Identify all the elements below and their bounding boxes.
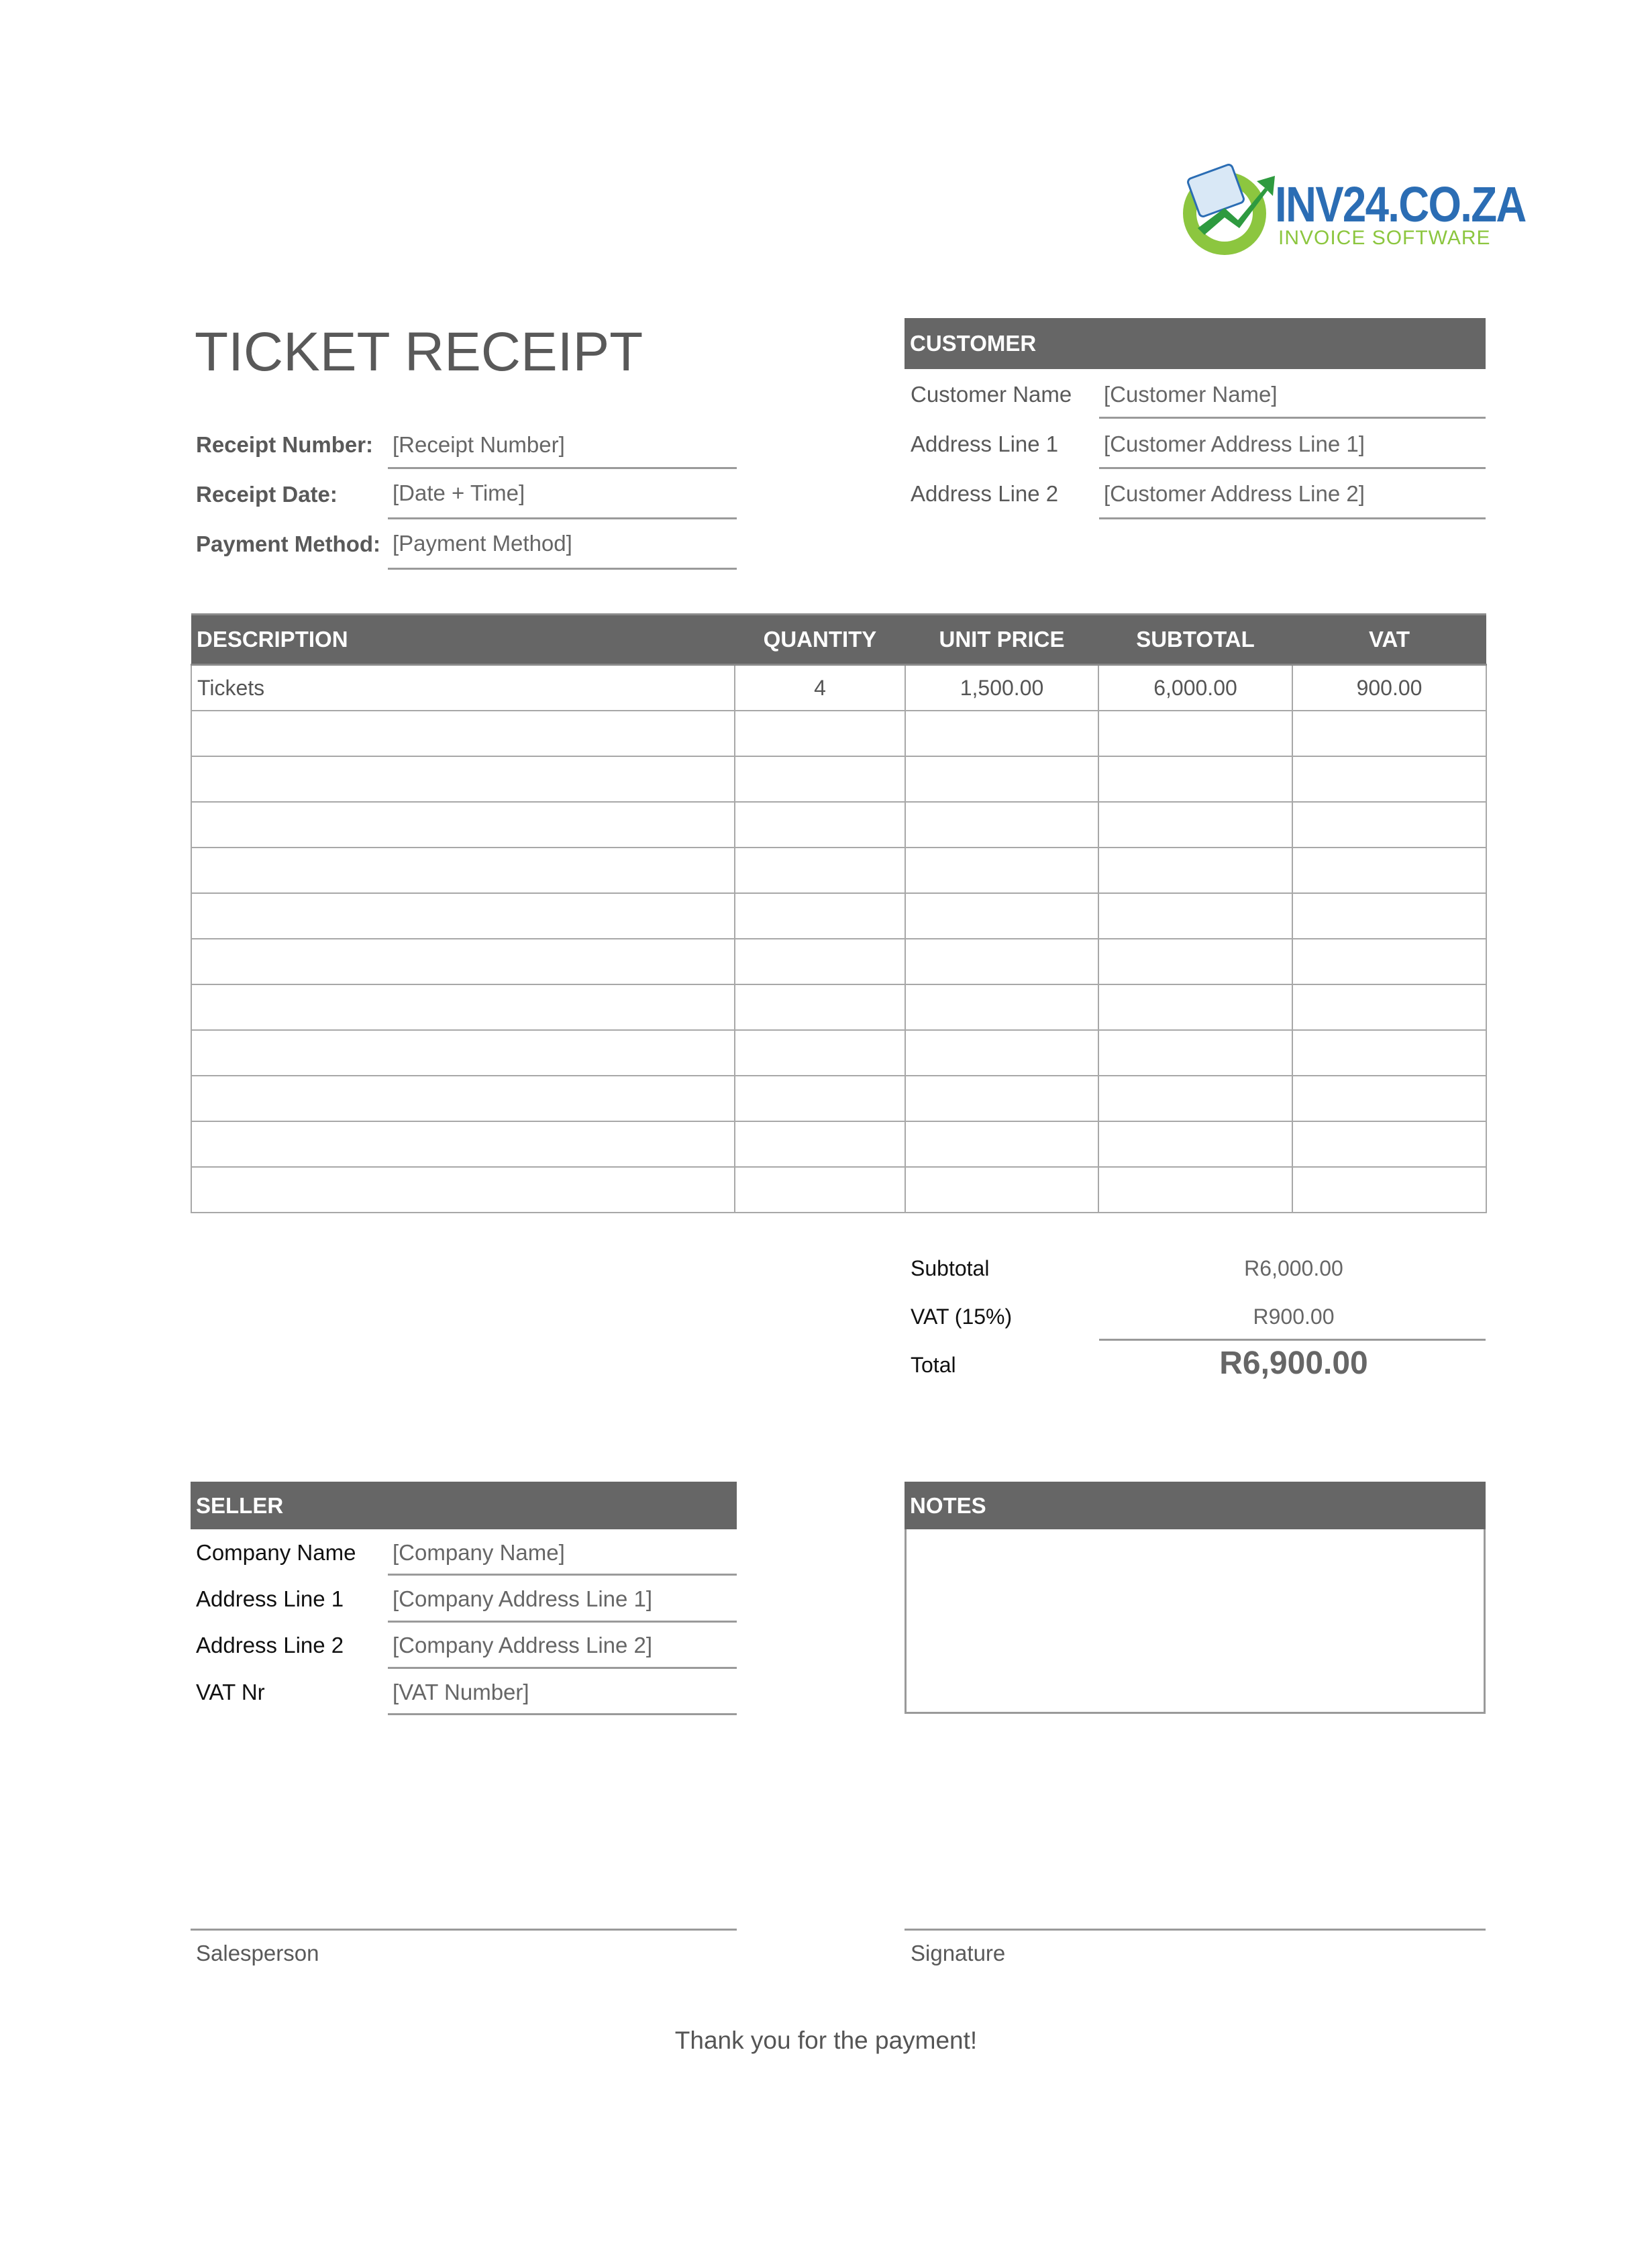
item-description[interactable] (191, 939, 735, 984)
logo-name: INV24.CO.ZA (1275, 176, 1526, 232)
item-vat[interactable] (1292, 1076, 1486, 1121)
receipt-date-value[interactable]: [Date + Time] (393, 480, 525, 505)
company-logo (1178, 161, 1526, 262)
customer-address1-value[interactable]: [Customer Address Line 1] (1104, 431, 1365, 456)
item-vat[interactable] (1292, 1121, 1486, 1167)
payment-method-value[interactable]: [Payment Method] (393, 531, 572, 556)
table-row (191, 984, 1486, 1030)
vat-nr-value[interactable]: [VAT Number] (393, 1680, 529, 1704)
item-subtotal[interactable] (1098, 984, 1292, 1030)
column-header-vat: VAT (1292, 615, 1486, 665)
total-label: Total (911, 1353, 956, 1377)
item-subtotal[interactable] (1098, 848, 1292, 893)
item-description[interactable] (191, 984, 735, 1030)
item-vat[interactable] (1292, 802, 1486, 848)
seller-header: SELLER (191, 1482, 737, 1529)
page-title: TICKET RECEIPT (195, 321, 643, 382)
logo-tagline: INVOICE SOFTWARE (1278, 227, 1491, 249)
item-unit-price[interactable] (905, 984, 1098, 1030)
customer-name-value[interactable]: [Customer Name] (1104, 382, 1278, 407)
thank-you-message: Thank you for the payment! (674, 2027, 978, 2054)
receipt-number-value[interactable]: [Receipt Number] (393, 432, 565, 457)
company-address1-underline (388, 1621, 737, 1623)
table-row (191, 1076, 1486, 1121)
item-quantity[interactable]: 4 (735, 665, 905, 711)
customer-address1-underline (1099, 467, 1486, 469)
items-table (191, 613, 1487, 1213)
item-unit-price[interactable] (905, 1076, 1098, 1121)
item-description[interactable] (191, 1030, 735, 1076)
item-subtotal[interactable] (1098, 893, 1292, 939)
item-quantity[interactable] (735, 1167, 905, 1213)
customer-address2-label: Address Line 2 (911, 481, 1059, 506)
item-subtotal[interactable] (1098, 939, 1292, 984)
subtotal-value: R6,000.00 (1244, 1256, 1343, 1280)
item-description[interactable] (191, 1121, 735, 1167)
company-address2-underline (388, 1667, 737, 1669)
receipt-date-underline (388, 517, 737, 519)
item-vat[interactable] (1292, 939, 1486, 984)
receipt-number-underline (388, 467, 737, 469)
item-unit-price[interactable]: 1,500.00 (905, 665, 1098, 711)
item-unit-price[interactable] (905, 1167, 1098, 1213)
payment-method-label: Payment Method: (196, 531, 381, 556)
company-address2-label: Address Line 2 (196, 1633, 344, 1657)
table-row (191, 711, 1486, 756)
customer-address1-label: Address Line 1 (911, 431, 1059, 456)
table-row (191, 665, 1486, 711)
notes-header: NOTES (905, 1482, 1486, 1529)
item-subtotal[interactable] (1098, 711, 1292, 756)
table-row (191, 1030, 1486, 1076)
vat-nr-underline (388, 1713, 737, 1715)
items-header-row (191, 615, 1486, 665)
vat-value: R900.00 (1253, 1305, 1335, 1329)
item-vat[interactable] (1292, 984, 1486, 1030)
customer-address2-value[interactable]: [Customer Address Line 2] (1104, 481, 1365, 506)
item-description[interactable] (191, 893, 735, 939)
item-vat[interactable] (1292, 711, 1486, 756)
item-unit-price[interactable] (905, 1030, 1098, 1076)
signature-label: Signature (911, 1941, 1006, 1965)
item-quantity[interactable] (735, 984, 905, 1030)
salesperson-line (191, 1929, 737, 1931)
item-subtotal[interactable] (1098, 756, 1292, 802)
item-quantity[interactable] (735, 1076, 905, 1121)
company-address1-value[interactable]: [Company Address Line 1] (393, 1586, 653, 1611)
company-address1-label: Address Line 1 (196, 1586, 344, 1611)
item-unit-price[interactable] (905, 848, 1098, 893)
item-quantity[interactable] (735, 1121, 905, 1167)
item-quantity[interactable] (735, 756, 905, 802)
item-description[interactable] (191, 711, 735, 756)
item-vat[interactable] (1292, 893, 1486, 939)
company-name-label: Company Name (196, 1540, 356, 1565)
company-name-value[interactable]: [Company Name] (393, 1540, 565, 1565)
total-value: R6,900.00 (1219, 1345, 1368, 1381)
customer-address2-underline (1099, 517, 1486, 519)
item-vat[interactable] (1292, 1030, 1486, 1076)
salesperson-label: Salesperson (196, 1941, 319, 1965)
vat-underline (1099, 1339, 1486, 1341)
item-quantity[interactable] (735, 893, 905, 939)
table-row (191, 848, 1486, 893)
item-description[interactable] (191, 1076, 735, 1121)
item-quantity[interactable] (735, 848, 905, 893)
item-quantity[interactable] (735, 711, 905, 756)
customer-header: CUSTOMER (905, 318, 1486, 369)
item-subtotal[interactable] (1098, 802, 1292, 848)
item-subtotal[interactable]: 6,000.00 (1098, 665, 1292, 711)
customer-name-label: Customer Name (911, 382, 1072, 407)
table-row (191, 1121, 1486, 1167)
item-quantity[interactable] (735, 802, 905, 848)
item-description[interactable] (191, 848, 735, 893)
customer-name-underline (1099, 417, 1486, 419)
company-name-underline (388, 1574, 737, 1576)
notes-textarea[interactable] (905, 1529, 1486, 1714)
item-subtotal[interactable] (1098, 1121, 1292, 1167)
table-row (191, 893, 1486, 939)
subtotal-label: Subtotal (911, 1256, 990, 1280)
vat-nr-label: VAT Nr (196, 1680, 265, 1704)
item-unit-price[interactable] (905, 756, 1098, 802)
item-vat[interactable] (1292, 1167, 1486, 1213)
item-subtotal[interactable] (1098, 1030, 1292, 1076)
table-row (191, 1167, 1486, 1213)
signature-line (905, 1929, 1486, 1931)
item-description[interactable] (191, 802, 735, 848)
item-description[interactable] (191, 1167, 735, 1213)
item-unit-price[interactable] (905, 1121, 1098, 1167)
payment-method-underline (388, 568, 737, 570)
receipt-number-label: Receipt Number: (196, 432, 374, 457)
table-row (191, 802, 1486, 848)
item-unit-price[interactable] (905, 711, 1098, 756)
item-vat[interactable]: 900.00 (1292, 665, 1486, 711)
item-subtotal[interactable] (1098, 1167, 1292, 1213)
item-unit-price[interactable] (905, 939, 1098, 984)
column-header-unit-price: UNIT PRICE (905, 615, 1098, 665)
item-quantity[interactable] (735, 1030, 905, 1076)
item-quantity[interactable] (735, 939, 905, 984)
company-address2-value[interactable]: [Company Address Line 2] (393, 1633, 653, 1657)
table-row (191, 939, 1486, 984)
item-vat[interactable] (1292, 848, 1486, 893)
column-header-description: DESCRIPTION (191, 615, 735, 665)
table-row (191, 756, 1486, 802)
logo-arrow-icon (1178, 161, 1278, 262)
column-header-subtotal: SUBTOTAL (1098, 615, 1292, 665)
item-description[interactable] (191, 756, 735, 802)
item-subtotal[interactable] (1098, 1076, 1292, 1121)
vat-label: VAT (15%) (911, 1305, 1013, 1329)
item-unit-price[interactable] (905, 893, 1098, 939)
receipt-date-label: Receipt Date: (196, 482, 338, 507)
item-description[interactable]: Tickets (191, 665, 735, 711)
item-unit-price[interactable] (905, 802, 1098, 848)
item-vat[interactable] (1292, 756, 1486, 802)
column-header-quantity: QUANTITY (735, 615, 905, 665)
